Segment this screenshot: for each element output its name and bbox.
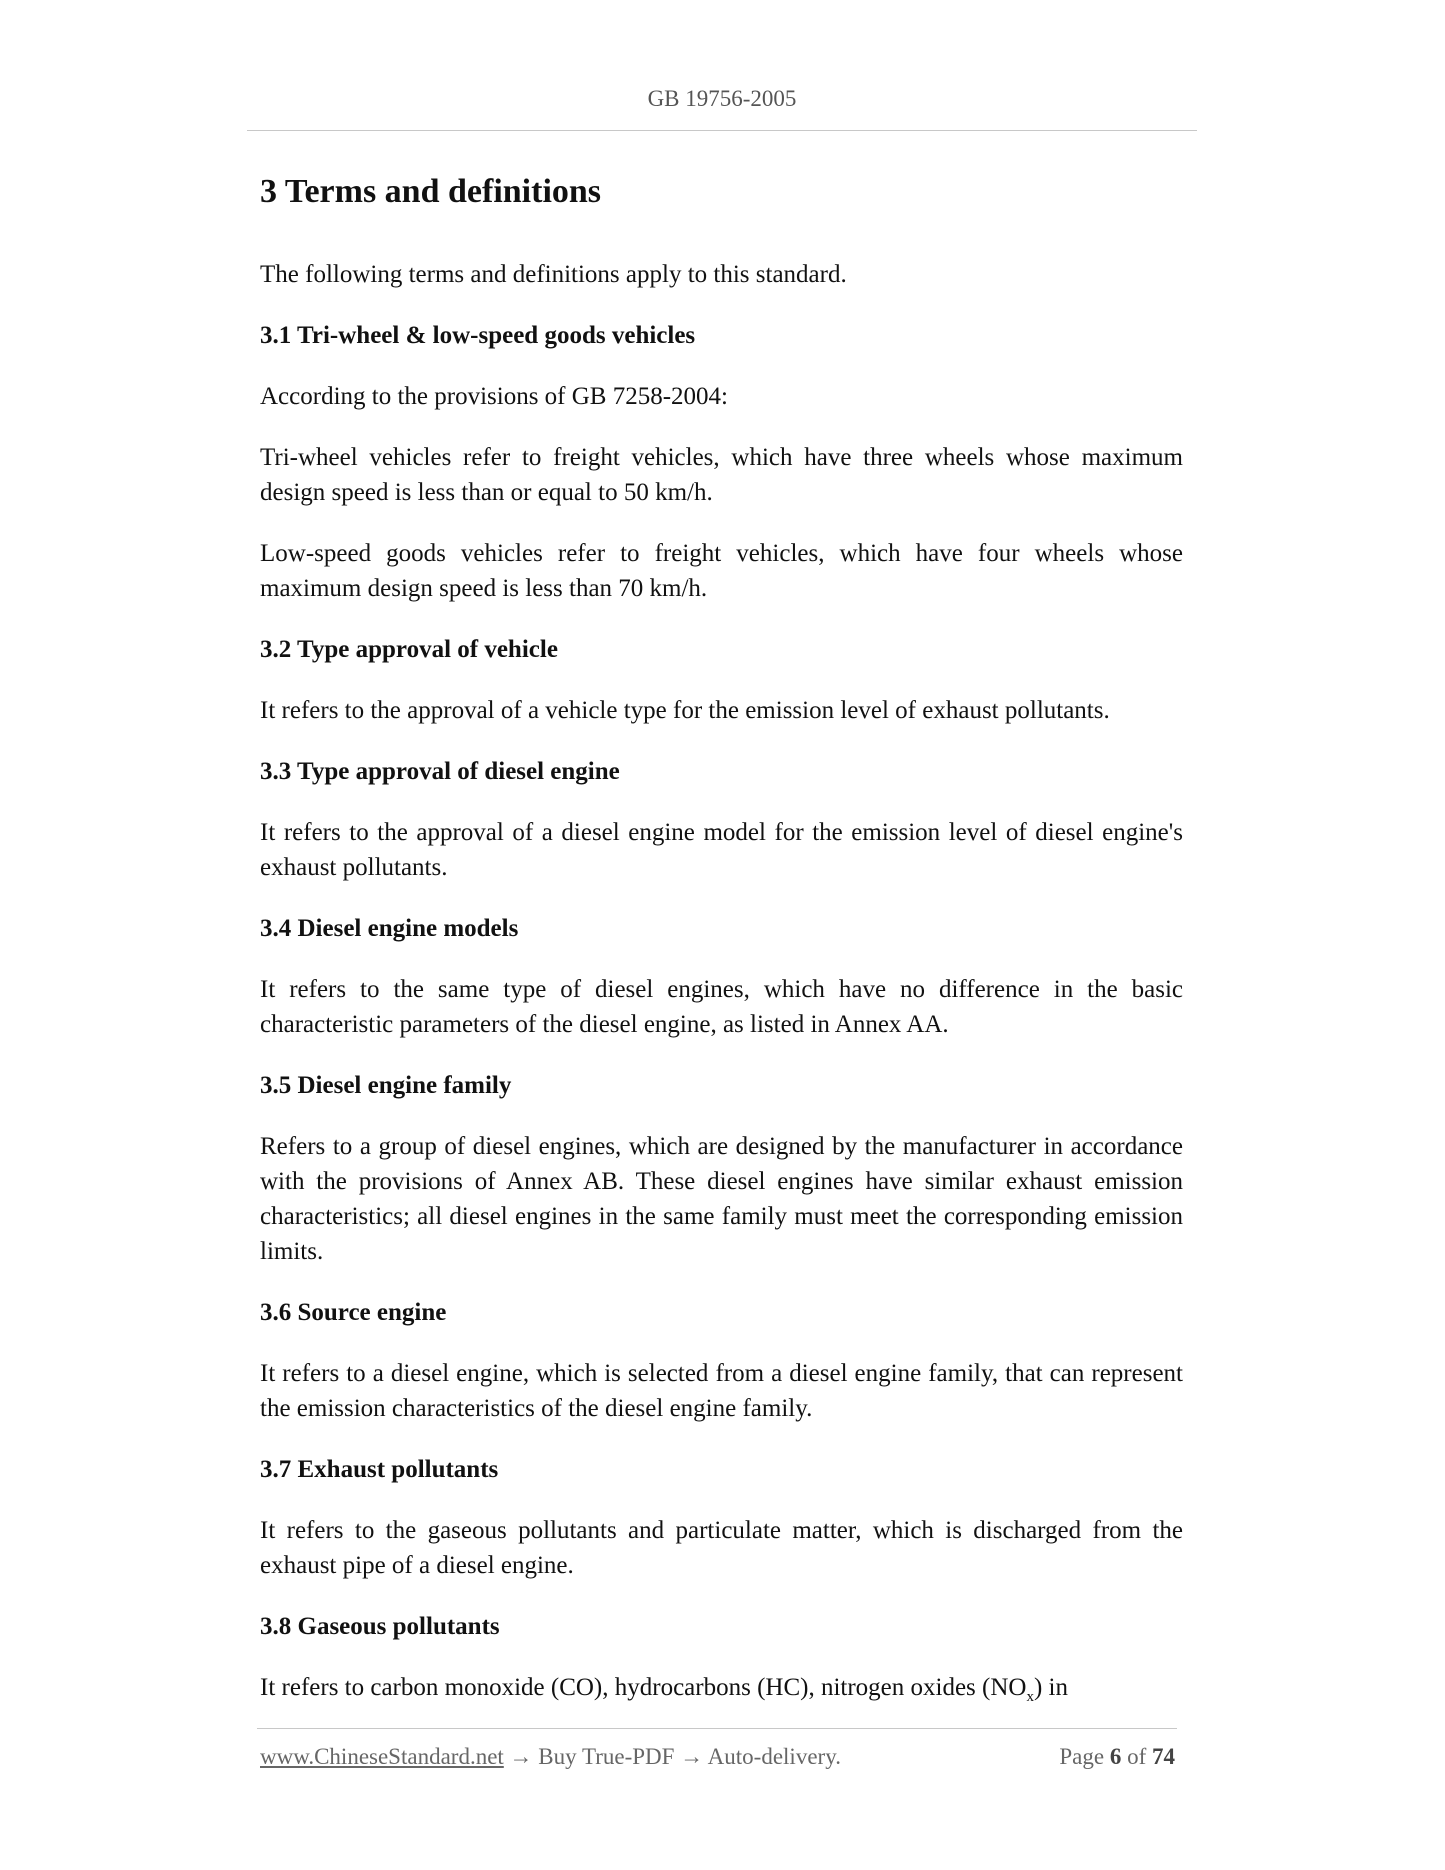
subscript: x (1026, 1688, 1034, 1705)
term-paragraph: It refers to the approval of a diesel engine model for the emission level of diesel engine's exhaust pollutants. (260, 818, 1183, 881)
term-heading: 3.3 Type approval of diesel engine (260, 757, 620, 785)
term-3-3 (260, 754, 1183, 885)
of-label: of (1127, 1744, 1147, 1769)
term-paragraph: Tri-wheel vehicles refer to freight vehicles, which have three wheels whose maximum design speed is less than or equal to 50 km/h. (260, 443, 1183, 506)
term-3-5 (260, 1068, 1183, 1269)
page-label: Page (1059, 1744, 1105, 1769)
term-paragraph: Refers to a group of diesel engines, which are designed by the manufacturer in accordance with the provisions of Annex AB. These diesel engines have similar exhaust emission characteristics; all diesel engines in the same family must meet the corresponding emission limits. (260, 1132, 1183, 1265)
term-heading: 3.6 Source engine (260, 1298, 447, 1326)
term-heading: 3.4 Diesel engine models (260, 914, 519, 942)
term-3-2 (260, 632, 1183, 728)
page-header (247, 86, 1197, 112)
page-number: 6 (1109, 1744, 1122, 1769)
paragraph-text: ) in (1033, 1673, 1068, 1701)
page-indicator (1059, 1744, 1175, 1770)
header-divider (247, 130, 1197, 131)
term-3-4 (260, 911, 1183, 1042)
term-heading: 3.5 Diesel engine family (260, 1071, 512, 1099)
footer-divider (257, 1728, 1177, 1729)
term-3-6 (260, 1295, 1183, 1426)
term-heading: 3.1 Tri-wheel & low-speed goods vehicles (260, 321, 696, 349)
delivery-text: Auto-delivery. (707, 1744, 841, 1769)
paragraph-text: It refers to carbon monoxide (CO), hydrocarbons (HC), nitrogen oxides (NO (260, 1673, 1027, 1701)
term-3-1 (260, 318, 1183, 606)
arrow-icon: → (509, 1744, 533, 1769)
term-paragraph: Low-speed goods vehicles refer to freight vehicles, which have four wheels whose maximum design speed is less than 70 km/h. (260, 539, 1183, 602)
term-paragraph: It refers to the approval of a vehicle type for the emission level of exhaust pollutants. (260, 696, 1110, 724)
term-paragraph: It refers to the gaseous pollutants and particulate matter, which is discharged from the exhaust pipe of a diesel engine. (260, 1516, 1183, 1579)
buy-text: Buy True-PDF (538, 1744, 675, 1769)
website-link[interactable]: www.ChineseStandard.net (260, 1744, 504, 1769)
term-heading: 3.2 Type approval of vehicle (260, 635, 558, 663)
document-code: GB 19756-2005 (647, 86, 797, 111)
term-3-8 (260, 1609, 1183, 1705)
term-paragraph: According to the provisions of GB 7258-2004: (260, 382, 729, 410)
term-heading: 3.7 Exhaust pollutants (260, 1455, 499, 1483)
term-paragraph: It refers to a diesel engine, which is selected from a diesel engine family, that can represent the emission characteristics of the diesel engine family. (260, 1359, 1183, 1422)
section-title: 3 Terms and definitions (260, 173, 602, 210)
footer-promo (260, 1744, 841, 1770)
term-heading: 3.8 Gaseous pollutants (260, 1612, 500, 1640)
term-paragraph (260, 1670, 1183, 1705)
page-content (260, 172, 1183, 1731)
total-pages: 74 (1152, 1744, 1175, 1769)
term-3-7 (260, 1452, 1183, 1583)
section-intro: The following terms and definitions apply to this standard. (260, 260, 847, 288)
term-paragraph: It refers to the same type of diesel engines, which have no difference in the basic characteristic parameters of the diesel engine, as listed in Annex AA. (260, 975, 1183, 1038)
arrow-icon: → (680, 1744, 704, 1769)
